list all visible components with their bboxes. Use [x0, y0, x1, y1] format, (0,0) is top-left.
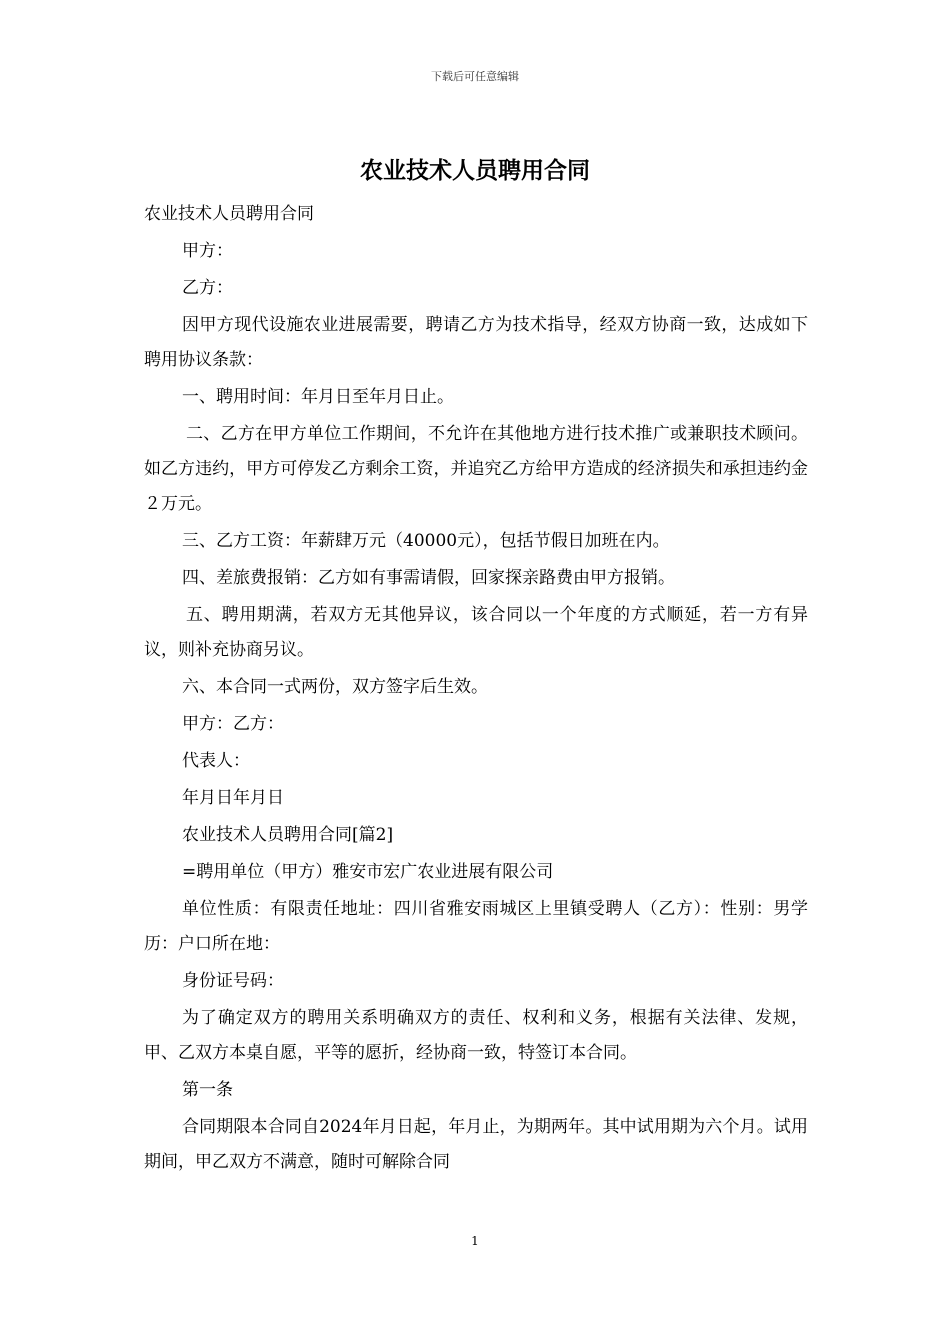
paragraph: 年月日年月日 — [182, 788, 284, 808]
header-note: 下载后可任意编辑 — [431, 70, 519, 83]
paragraph: 四、差旅费报销：乙方如有事需请假，回家探亲路费由甲方报销。 — [182, 568, 675, 588]
paragraph: 因甲方现代设施农业进展需要，聘请乙方为技术指导，经双方协商一致，达成如下聘用协议条款： — [144, 315, 808, 370]
paragraph: 农业技术人员聘用合同 — [144, 204, 314, 224]
paragraph: 甲方：乙方： — [182, 714, 284, 734]
paragraph: 农业技术人员聘用合同[篇2] — [182, 825, 394, 845]
paragraph: 合同期限本合同自2024年月日起，年月止，为期两年。其中试用期为六个月。试用期间，甲乙双方不满意，随时可解除合同 — [144, 1117, 808, 1172]
paragraph: 身份证号码： — [182, 971, 284, 991]
page-number: 1 — [471, 1234, 479, 1248]
paragraph: 为了确定双方的聘用关系明确双方的责任、权利和义务，根据有关法律、发规，甲、乙双方本桌自愿，平等的愿折，经协商一致，特签订本合同。 — [144, 1008, 808, 1063]
paragraph: 二、乙方在甲方单位工作期间，不允许在其他地方进行技术推广或兼职技术顾问。如乙方违约，甲方可停发乙方剩余工资，并追究乙方给甲方造成的经济损失和承担违约金２万元。 — [144, 424, 808, 514]
paragraph: 单位性质：有限责任地址：四川省雅安雨城区上里镇受聘人（乙方）：性别：男学历：户口所在地： — [144, 899, 808, 954]
paragraph: 第一条 — [182, 1080, 233, 1100]
document-title: 农业技术人员聘用合同 — [360, 157, 590, 184]
paragraph: 甲方： — [182, 241, 233, 261]
paragraph: =聘用单位（甲方）雅安市宏广农业进展有限公司 — [182, 862, 554, 882]
document-body — [144, 197, 808, 1182]
paragraph: 乙方： — [182, 278, 233, 298]
paragraph: 六、本合同一式两份，双方签字后生效。 — [182, 677, 488, 697]
paragraph: 代表人： — [182, 751, 250, 771]
paragraph: 三、乙方工资：年薪肆万元（40000元），包括节假日加班在内。 — [182, 531, 670, 551]
paragraph: 一、聘用时间：年月日至年月日止。 — [182, 387, 454, 407]
paragraph: 五、聘用期满，若双方无其他异议，该合同以一个年度的方式顺延，若一方有异议，则补充协商另议。 — [144, 605, 808, 660]
